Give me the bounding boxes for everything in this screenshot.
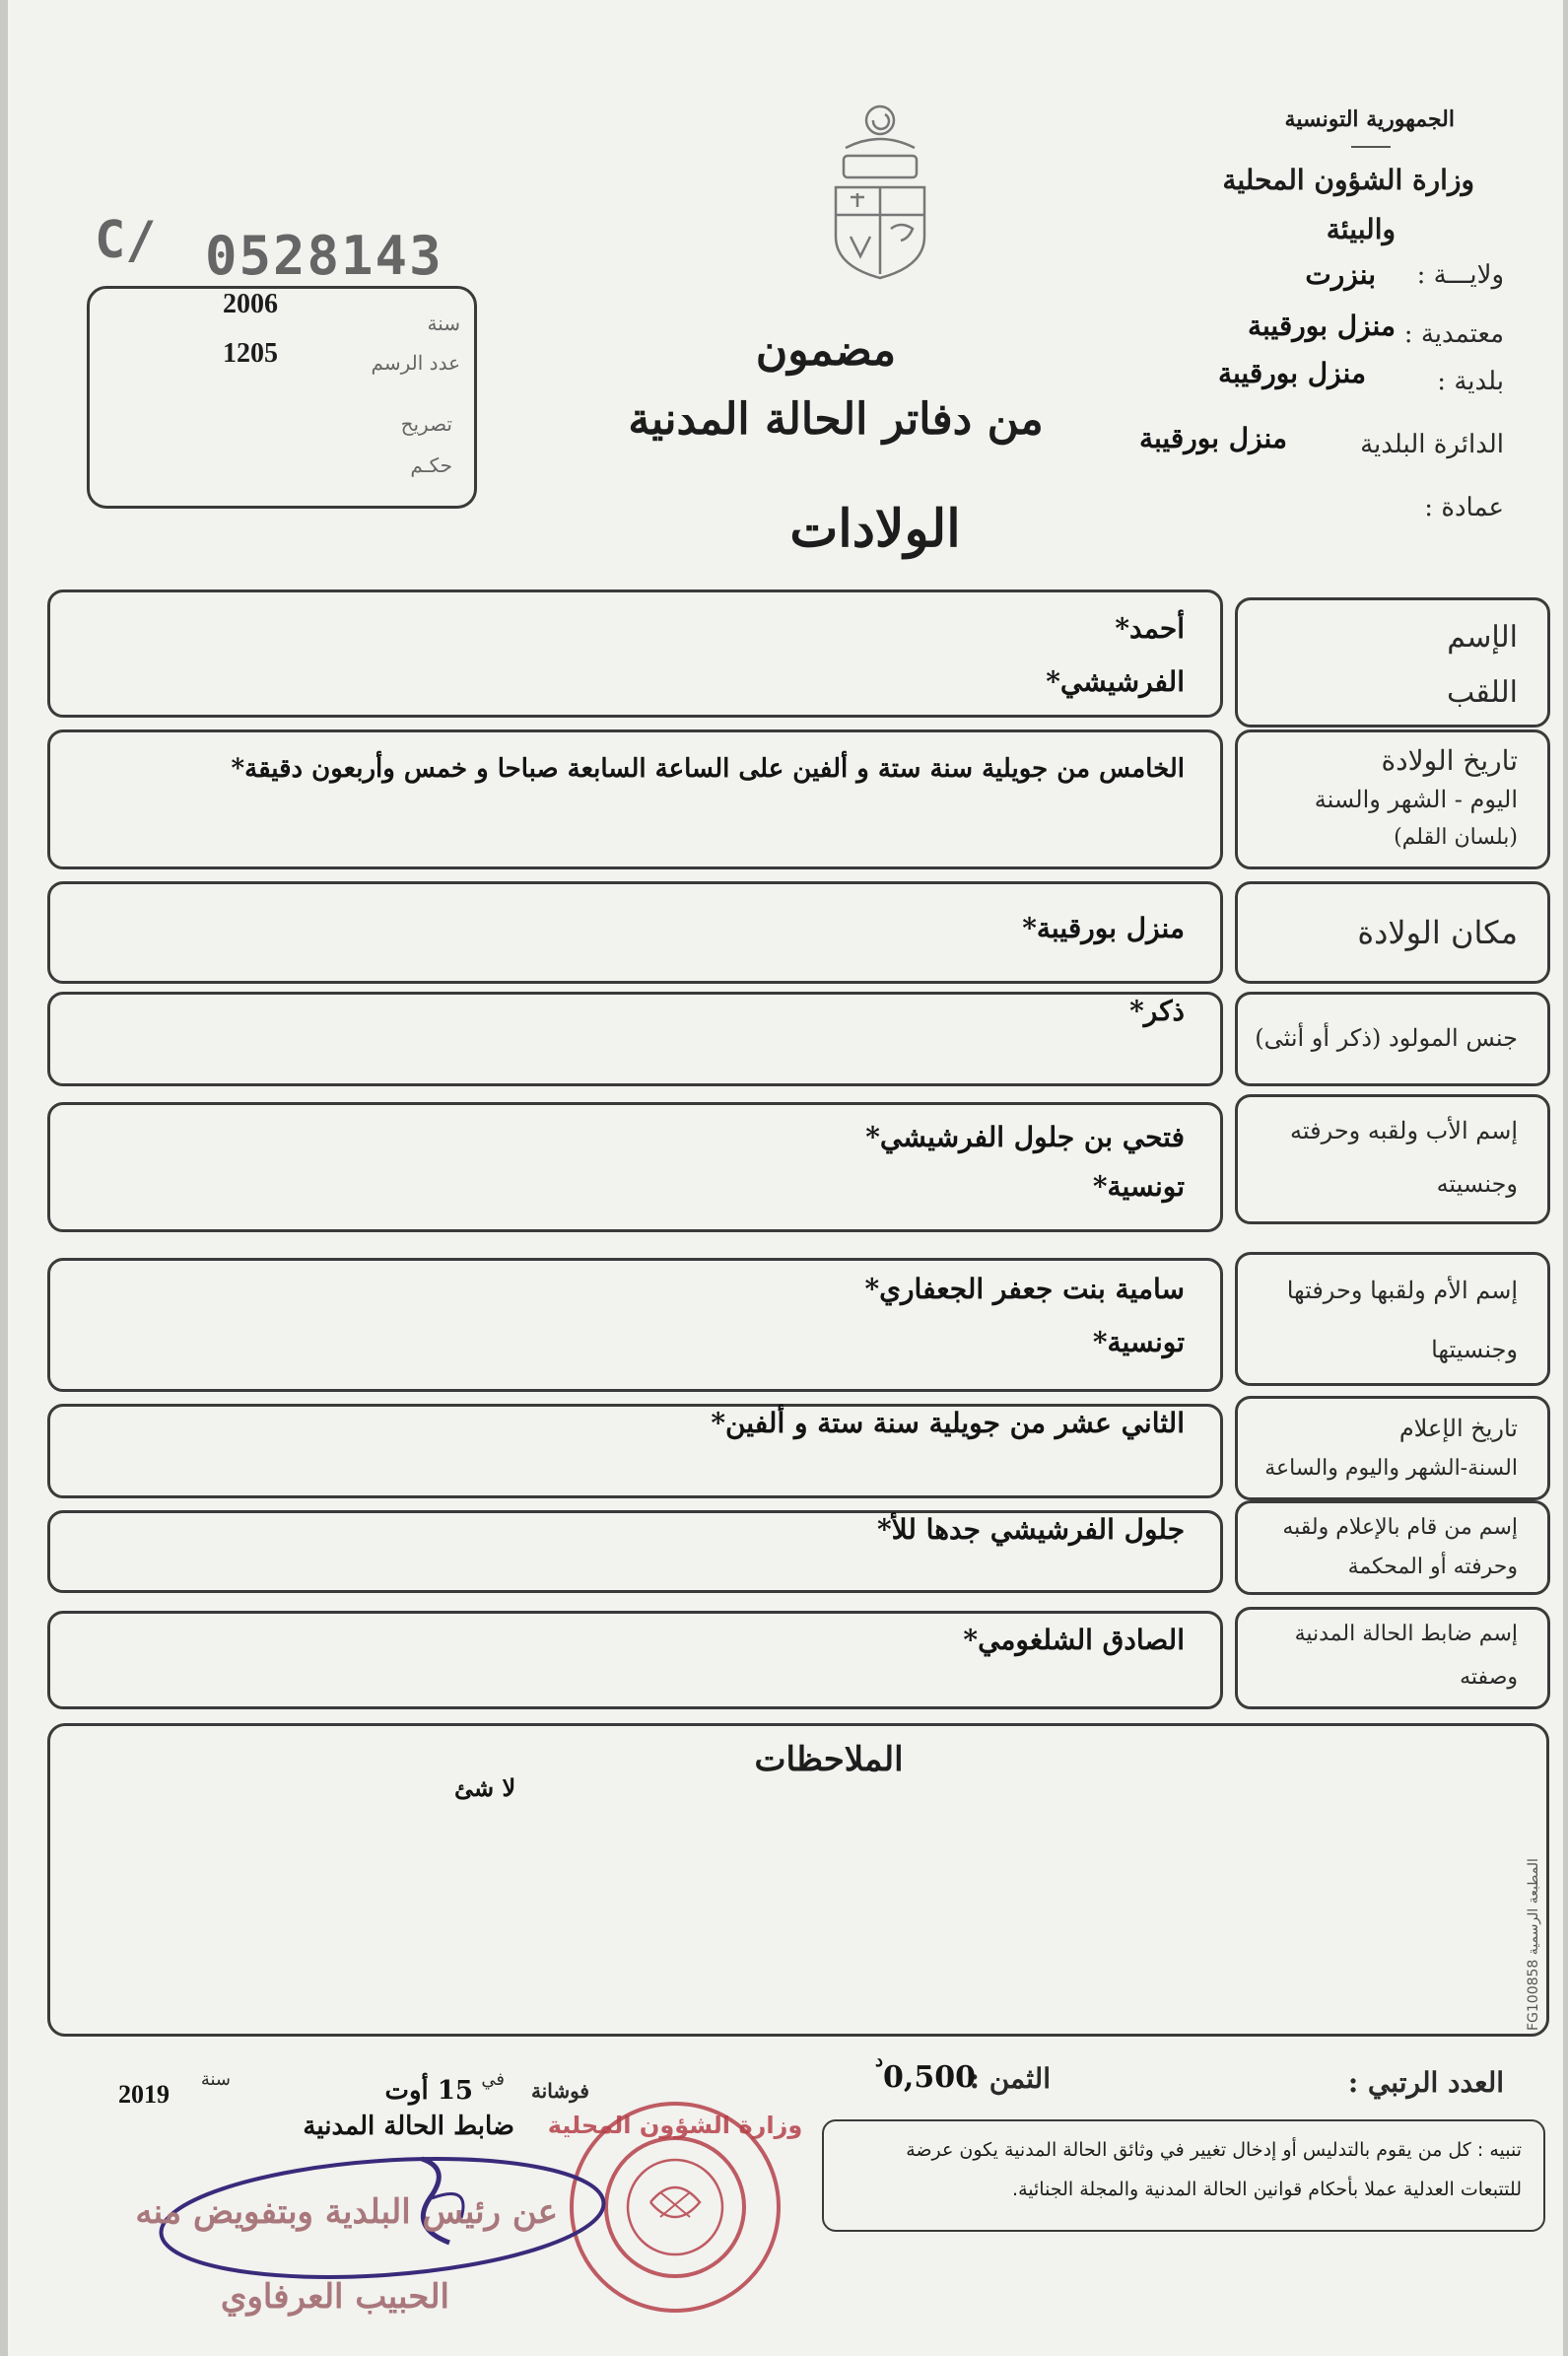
father-nationality-value: تونسية* (1092, 1170, 1185, 1203)
birth-place-label: مكان الولادة (1357, 914, 1518, 951)
field-value-box (47, 1611, 1223, 1709)
price-label: الثمن : (969, 2062, 1051, 2095)
mother-name-value: سامية بنت جعفر الجعفاري* (864, 1273, 1185, 1305)
declarant-label: إسم من قام بالإعلام ولقبه (1282, 1515, 1518, 1540)
field-label-box (1235, 881, 1550, 984)
birth-place-value: منزل بورقيبة* (1022, 912, 1185, 944)
warning-box (822, 2119, 1545, 2232)
issue-year-value: 2019 (118, 2080, 170, 2109)
declarant-label-line2: وحرفته أو المحكمة (1347, 1555, 1518, 1579)
declaration-date-label: تاريخ الإعلام (1398, 1415, 1518, 1442)
given-name-label: الإسم (1447, 620, 1518, 655)
officer-title: ضابط الحالة المدنية (303, 2112, 514, 2141)
birth-date-label: تاريخ الولادة (1381, 744, 1518, 777)
district-value: منزل بورقيبة (1138, 422, 1287, 454)
issue-place: فوشانة (530, 2079, 589, 2103)
document-page (8, 0, 1563, 2356)
field-value-box (47, 1404, 1223, 1498)
record-number-label: عدد الرسم (371, 351, 460, 375)
serial-number-label: العدد الرتبي : (1347, 2066, 1504, 2099)
father-label-line2: وجنسيته (1436, 1170, 1518, 1198)
declarant-value: جلول الفرشيشي جدها للأ* (877, 1513, 1185, 1546)
field-label-box (1235, 729, 1550, 869)
remarks-value: لا شئ (454, 1773, 516, 1802)
ministry-name-line2: والبيئة (1326, 213, 1396, 245)
issue-day-month: 15 أوت (384, 2076, 473, 2106)
mother-nationality-value: تونسية* (1092, 1326, 1185, 1358)
officer-value: الصادق الشلغومي* (963, 1624, 1185, 1656)
signature-line2: الحبيب العرفاوي (220, 2277, 449, 2317)
district-label: الدائرة البلدية (1360, 430, 1504, 459)
delegation-value: منزل بورقيبة (1247, 310, 1396, 342)
field-value-box (47, 1102, 1223, 1232)
issue-on-label: في (481, 2069, 505, 2090)
record-year-value: 2006 (223, 289, 278, 319)
officer-label: إسم ضابط الحالة المدنية (1294, 1622, 1518, 1646)
omda-label: عمادة : (1424, 493, 1504, 522)
signature-line1: عن رئيس البلدية وبتفويض منه (135, 2192, 558, 2232)
coat-of-arms-icon (816, 99, 944, 286)
declaration-date-sublabel: السنة-الشهر واليوم والساعة (1264, 1456, 1518, 1481)
record-box (87, 286, 477, 509)
judgment-label: حكـم (410, 453, 452, 477)
warning-line2: للتتبعات العدلية عملا بأحكام قوانين الحالة المدنية والمجلة الجنائية. (1012, 2179, 1522, 2200)
section-title: الولادات (789, 499, 961, 559)
delegation-label: معتمدية : (1403, 319, 1504, 349)
stamp-text: وزارة الشؤون المحلية (547, 2112, 803, 2139)
price-value: 0,500 (883, 2060, 976, 2095)
mother-label-line2: وجنسيتها (1431, 1336, 1518, 1363)
ministry-name: وزارة الشؤون المحلية (1222, 164, 1474, 196)
republic-name: الجمهورية التونسية (1284, 106, 1455, 132)
record-year-label: سنة (427, 312, 460, 335)
printer-mark: المطبعة الرسمية FG100858 (1526, 1858, 1541, 2031)
field-label-box (1235, 992, 1550, 1086)
field-value-box (47, 881, 1223, 984)
field-value-box (47, 729, 1223, 869)
mother-label: إسم الأم ولقبها وحرفتها (1286, 1277, 1518, 1304)
governorate-label: ولايـــة : (1416, 260, 1504, 290)
field-label-box (1235, 597, 1550, 728)
declaration-label: تصريح (400, 412, 452, 436)
surname-value: الفرشيشي* (1046, 665, 1185, 698)
price-unit: د (875, 2050, 884, 2071)
record-number-value: 1205 (223, 338, 278, 369)
field-value-box (47, 589, 1223, 718)
issue-year-label: سنة (200, 2069, 231, 2090)
document-subtitle: من دفاتر الحالة المدنية (628, 394, 1044, 445)
document-title: مضمون (755, 325, 897, 376)
header-divider (1351, 146, 1391, 148)
sex-value: ذكر* (1129, 995, 1185, 1027)
father-label: إسم الأب ولقبه وحرفته (1290, 1117, 1518, 1144)
field-label-box (1235, 1252, 1550, 1386)
sex-label: جنس المولود (ذكر أو أنثى) (1255, 1024, 1518, 1052)
serial-number: 0528143 (205, 225, 443, 287)
remarks-box (47, 1723, 1549, 2037)
field-value-box (47, 1510, 1223, 1593)
father-name-value: فتحي بن جلول الفرشيشي* (865, 1121, 1185, 1153)
serial-prefix: C/ (95, 211, 157, 270)
warning-line1: تنبيه : كل من يقوم بالتدليس أو إدخال تغيير في وثائق الحالة المدنية يكون عرضة (906, 2139, 1522, 2161)
field-label-box (1235, 1500, 1550, 1595)
given-name-value: أحمد* (1115, 612, 1185, 645)
field-label-box (1235, 1094, 1550, 1224)
municipality-label: بلدية : (1437, 367, 1504, 396)
remarks-title: الملاحظات (754, 1740, 904, 1779)
field-label-box (1235, 1607, 1550, 1709)
field-label-box (1235, 1396, 1550, 1500)
birth-date-sublabel: اليوم - الشهر والسنة (1314, 786, 1518, 813)
declaration-date-value: الثاني عشر من جويلية سنة ستة و ألفين* (711, 1407, 1185, 1439)
field-value-box (47, 992, 1223, 1086)
surname-label: اللقب (1446, 675, 1518, 710)
municipality-value: منزل بورقيبة (1217, 357, 1366, 389)
governorate-value: بنزرت (1305, 258, 1376, 291)
field-value-box (47, 1258, 1223, 1392)
birth-date-note: (بلسان القلم) (1394, 825, 1518, 850)
birth-date-value: الخامس من جويلية سنة ستة و ألفين على الساعة السابعة صباحا و خمس وأربعون دقيقة* (231, 754, 1185, 784)
officer-label-line2: وصفته (1460, 1665, 1518, 1690)
